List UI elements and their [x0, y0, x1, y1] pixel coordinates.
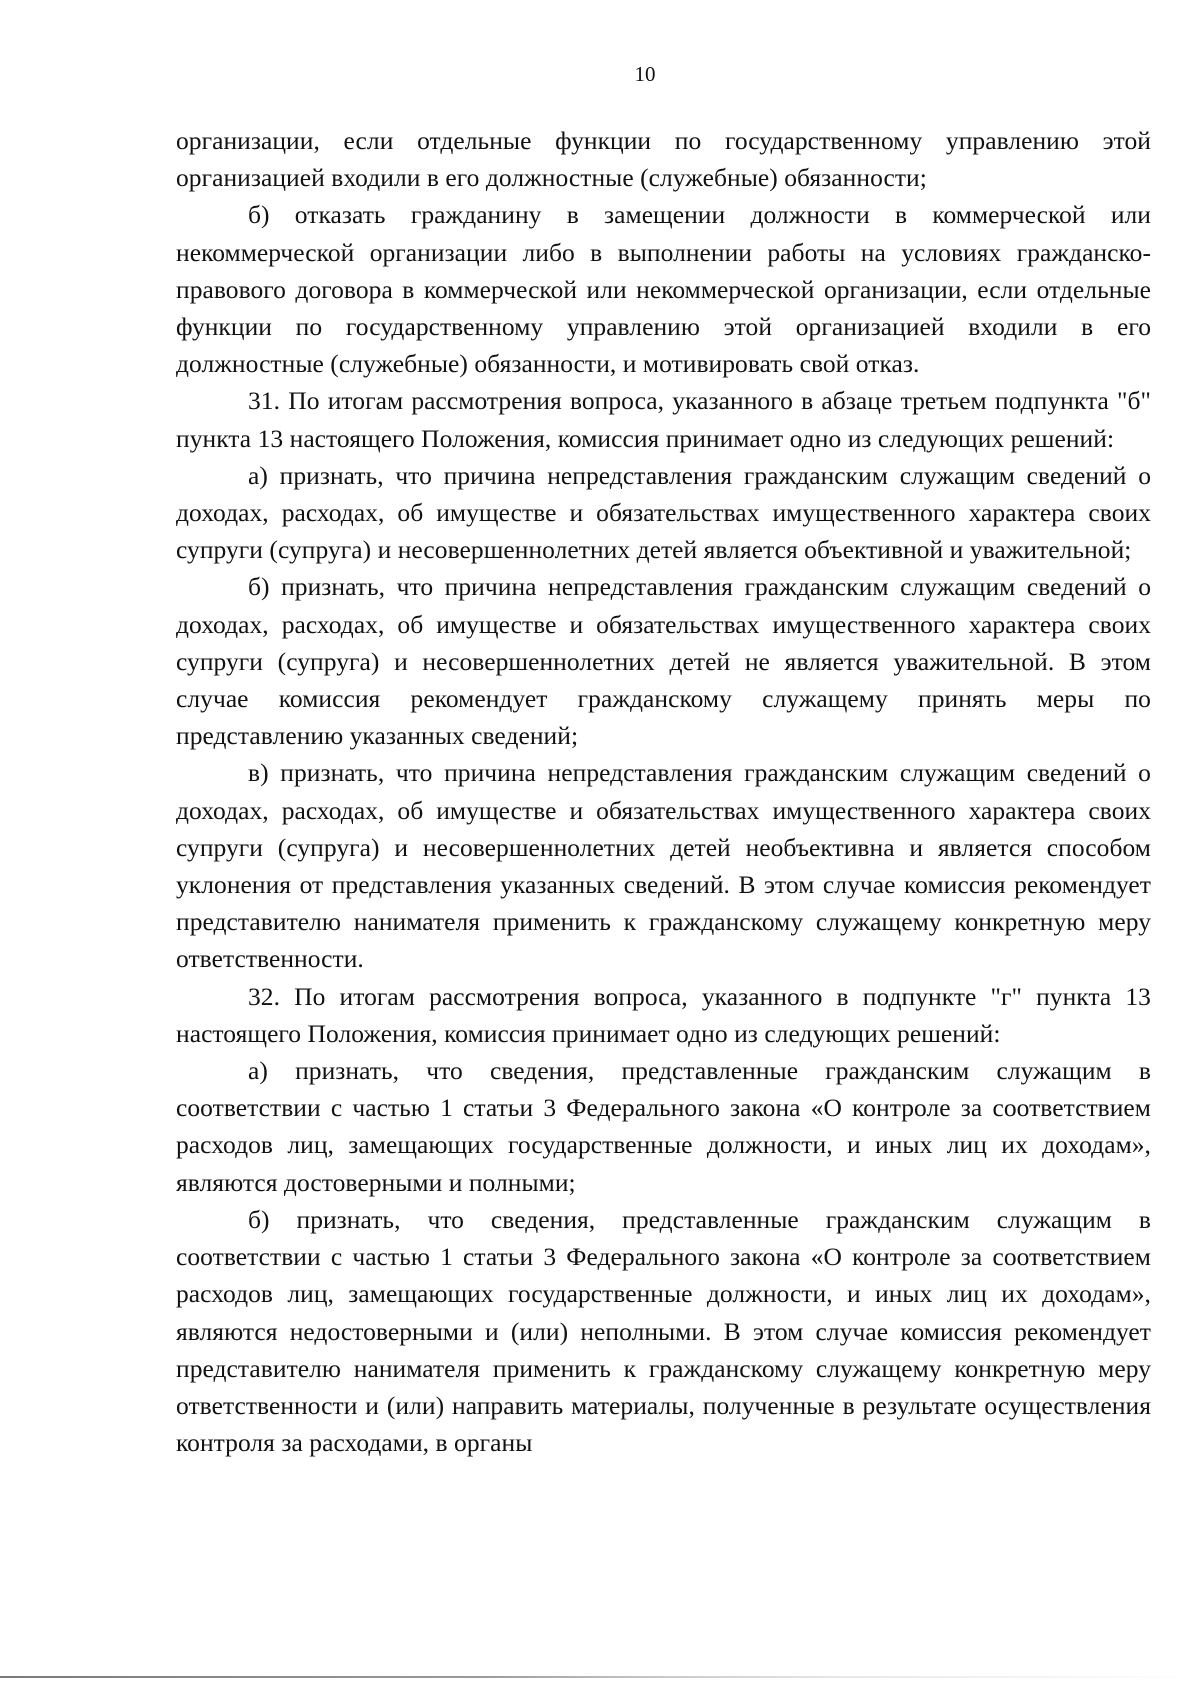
paragraph-item-31: 31. По итогам рассмотрения вопроса, указанного в абзаце третьем подпункта "б" пункта 13 настоящего Положения, комиссия принимает одно из следующих решений:	[176, 386, 1151, 453]
page-number: 10	[634, 62, 656, 86]
paragraph-item-31-v: в) признать, что причина непредставления гражданским служащим сведений о доходах, расходах, об имуществе и обязательствах имущественного характера своих супруги (супруга) и несовершеннолетних детей необъективна и является способом уклонения от представления указанных сведений. В этом случае комиссия рекомендует представителю нанимателя применить к гражданскому служащему конкретную меру ответственности.	[176, 758, 1151, 974]
paragraph-subitem-b-refuse: б) отказать гражданину в замещении должности в коммерческой или некоммерческой организации либо в выполнении работы на условиях гражданско-правового договора в коммерческой или некоммерческой организации, если отдельные функции по государственному управлению этой организацией входили в его должностные (служебные) обязанности, и мотивировать свой отказ.	[176, 200, 1151, 379]
scan-bottom-edge	[0, 1676, 1200, 1678]
paragraph-item-32-b: б) признать, что сведения, представленные гражданским служащим в соответствии с частью 1 статьи 3 Федерального закона «О контроле за соответствием расходов лиц, замещающих государственные должности, и иных лиц их доходам», являются недостоверными и (или) неполными. В этом случае комиссия рекомендует представителю нанимателя применить к гражданскому служащему конкретную меру ответственности и (или) направить материалы, полученные в результате осуществления контроля за расходами, в органы	[176, 1204, 1151, 1458]
paragraph-item-32: 32. По итогам рассмотрения вопроса, указанного в подпункте "г" пункта 13 настоящего Положения, комиссия принимает одно из следующих решений:	[176, 981, 1151, 1048]
paragraph-item-32-a: а) признать, что сведения, представленные гражданским служащим в соответствии с частью 1 статьи 3 Федерального закона «О контроле за соответствием расходов лиц, замещающих государственные должности, и иных лиц их доходам», являются достоверными и полными;	[176, 1056, 1151, 1197]
document-body	[176, 122, 1151, 1461]
paragraph-item-31-a: а) признать, что причина непредставления гражданским служащим сведений о доходах, расходах, об имуществе и обязательствах имущественного характера своих супруги (супруга) и несовершеннолетних детей является объективной и уважительной;	[176, 460, 1151, 565]
paragraph-item-31-b: б) признать, что причина непредставления гражданским служащим сведений о доходах, расходах, об имуществе и обязательствах имущественного характера своих супруги (супруга) и несовершеннолетних детей не является уважительной. В этом случае комиссия рекомендует гражданскому служащему принять меры по представлению указанных сведений;	[176, 572, 1151, 751]
paragraph-continuation: организации, если отдельные функции по государственному управлению этой организацией входили в его должностные (служебные) обязанности;	[176, 126, 1151, 193]
